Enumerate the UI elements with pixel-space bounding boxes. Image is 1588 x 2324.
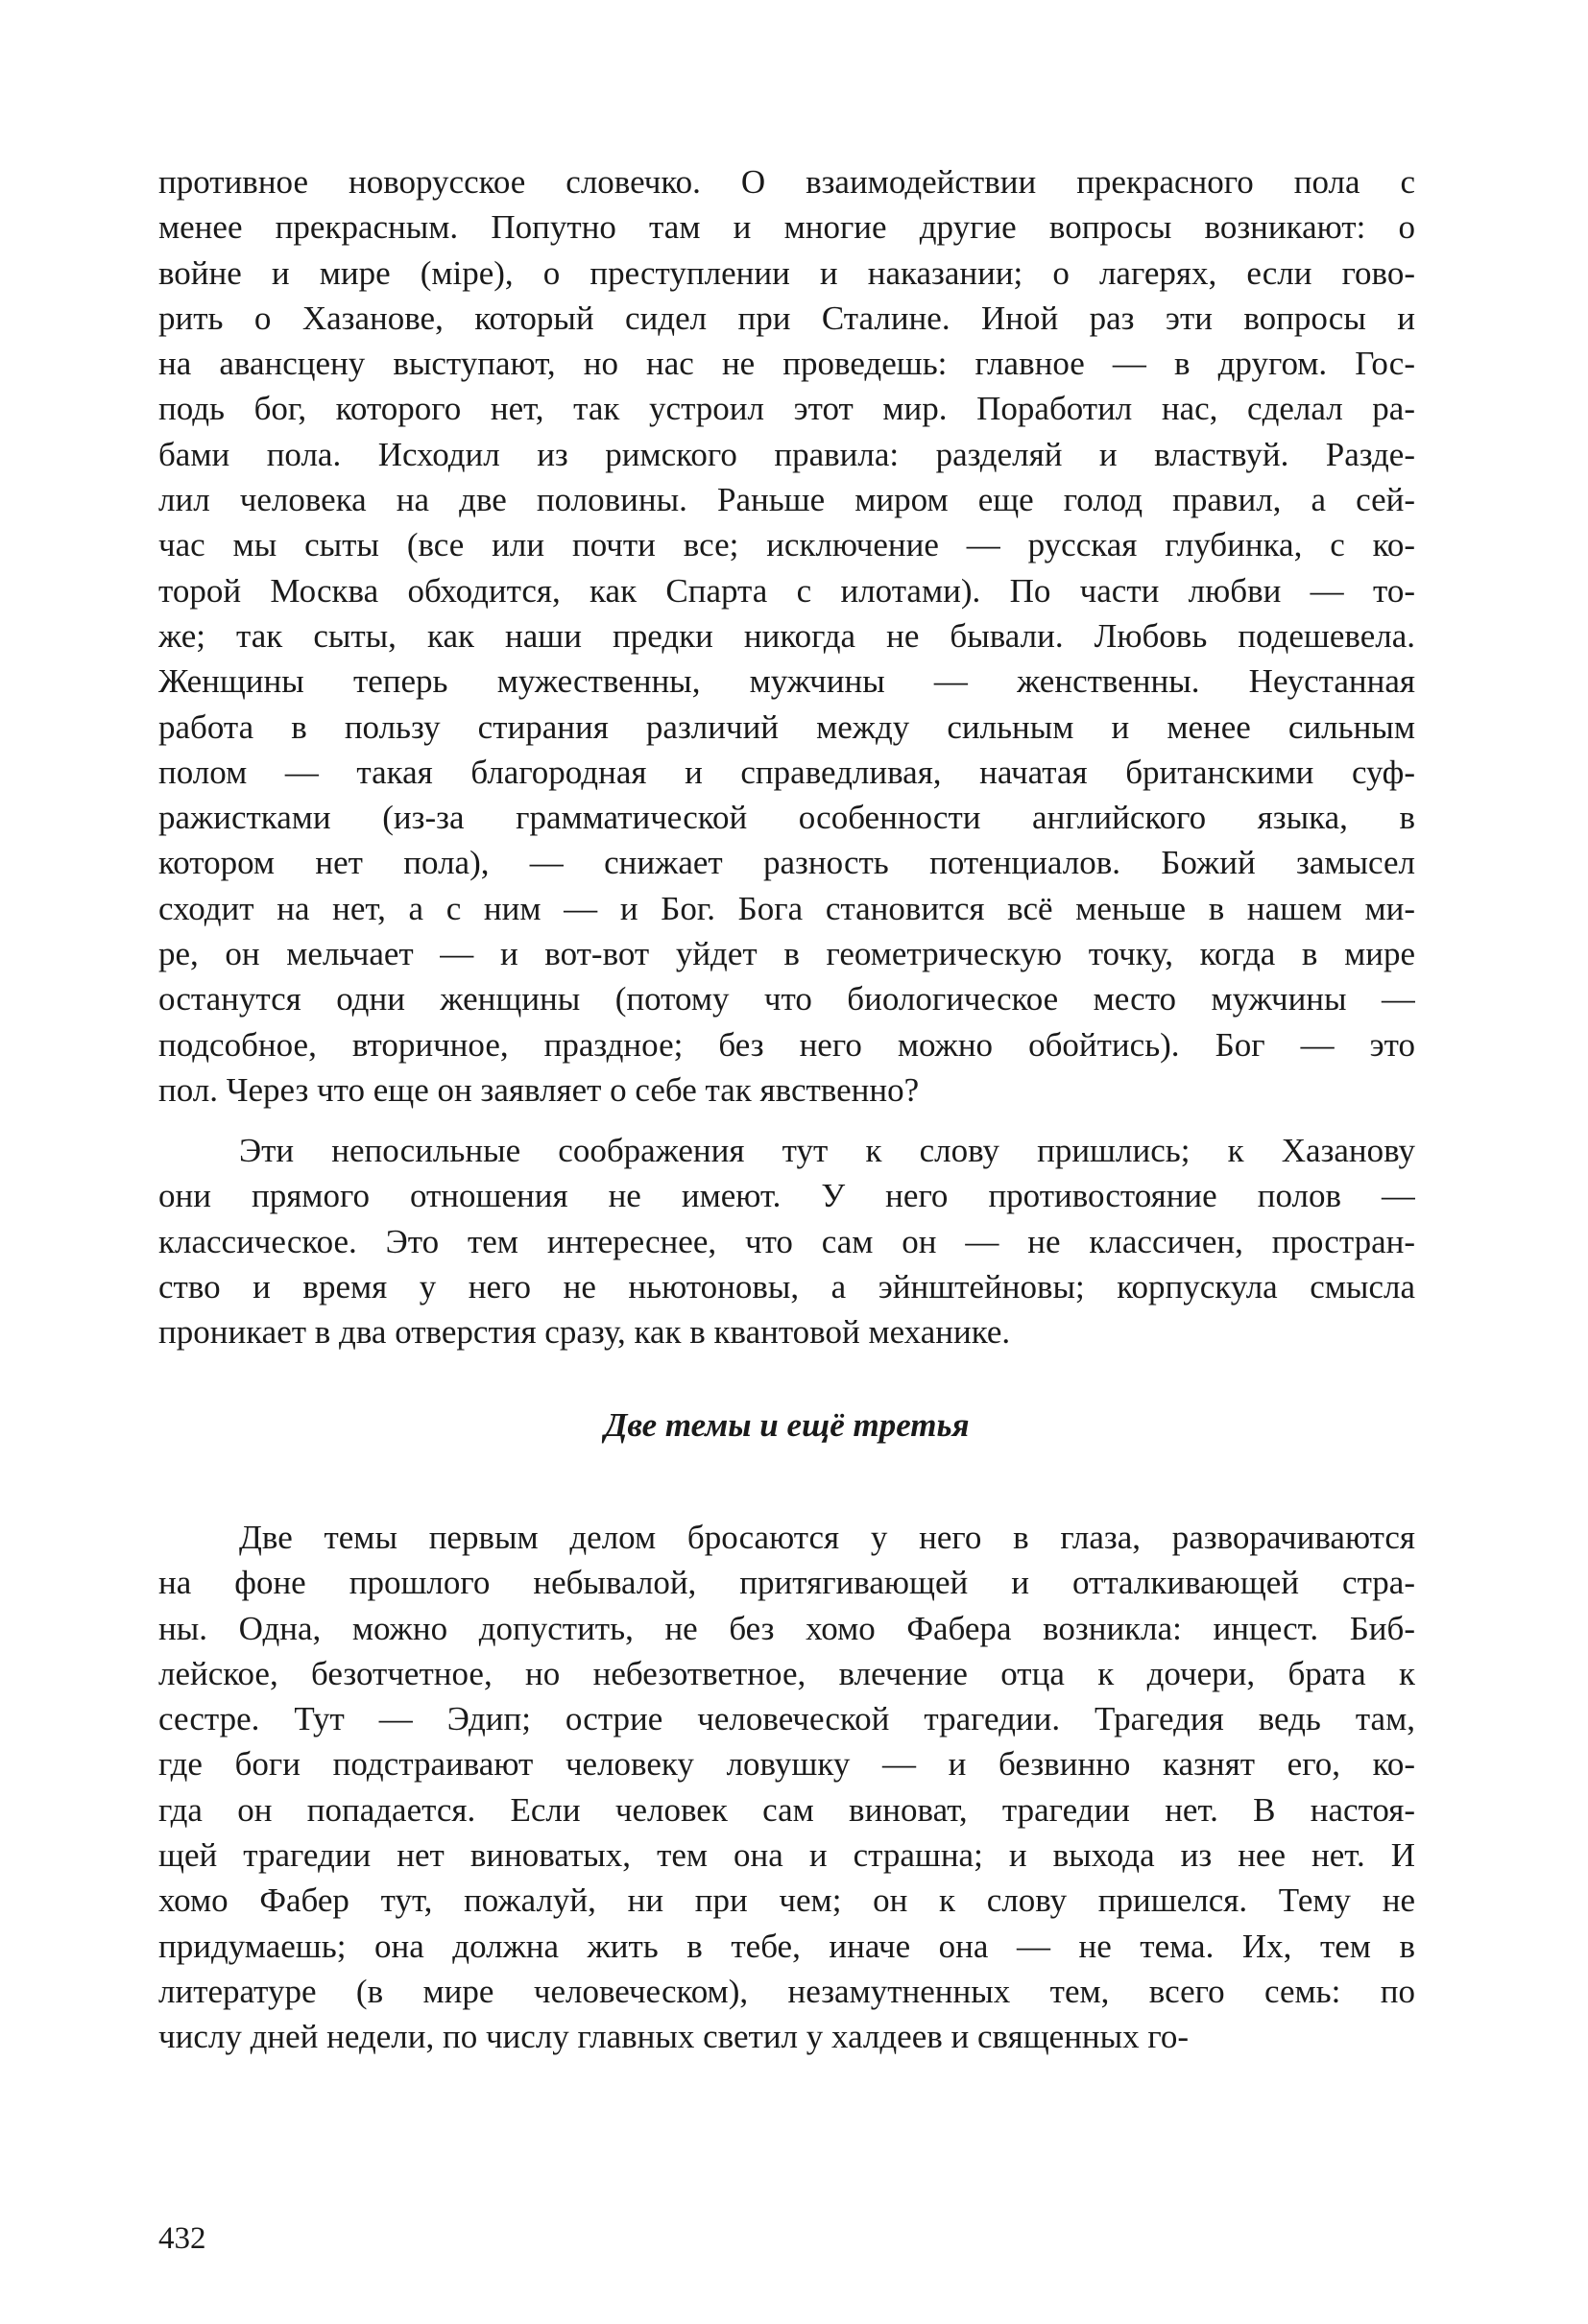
text-line: придумаешь; она должна жить в тебе, иначе она — не тема. Их, тем в: [158, 1927, 1415, 1965]
text-line: сходит на нет, а с ним — и Бог. Бога становится всё меньше в нашем ми-: [158, 889, 1415, 927]
text-line: литературе (в мире человеческом), незамутненных тем, всего семь: по: [158, 1972, 1415, 2010]
text-line: полом — такая благородная и справедливая, начатая британскими суф-: [158, 753, 1415, 791]
text-line: час мы сыты (все или почти все; исключение — русская глубинка, с ко-: [158, 526, 1415, 564]
text-line: щей трагедии нет виноватых, тем она и страшна; и выхода из нее нет. И: [158, 1836, 1415, 1875]
text-line: где боги подстраивают человеку ловушку — и безвинно казнят его, ко-: [158, 1745, 1415, 1784]
text-line: противное новорусское словечко. О взаимодействии прекрасного пола с: [158, 163, 1415, 201]
text-line: Женщины теперь мужественны, мужчины — женственны. Неустанная: [158, 662, 1415, 701]
text-line: лил человека на две половины. Раньше миром еще голод правил, а сей-: [158, 481, 1415, 519]
text-line: ражистками (из-за грамматической особенности английского языка, в: [158, 799, 1415, 837]
text-line: лейское, безотчетное, но небезответное, влечение отца к дочери, брата к: [158, 1654, 1415, 1692]
text-line: менее прекрасным. Попутно там и многие другие вопросы возникают: о: [158, 208, 1415, 247]
text-line: подь бог, которого нет, так устроил этот мир. Поработил нас, сделал ра-: [158, 390, 1415, 428]
text-line: подсобное, вторичное, праздное; без него можно обойтись). Бог — это: [158, 1025, 1415, 1064]
text-line: Эти непосильные соображения тут к слову пришлись; к Хазанову: [239, 1132, 1415, 1169]
text-line: работа в пользу стирания различий между сильным и менее сильным: [158, 707, 1415, 746]
text-line: рить о Хазанове, который сидел при Сталине. Иной раз эти вопросы и: [158, 299, 1415, 337]
text-line: они прямого отношения не имеют. У него противостояние полов —: [158, 1177, 1415, 1215]
text-line: числу дней недели, по числу главных светил у халдеев и священных го-: [158, 2018, 1190, 2056]
text-line: на авансцену выступают, но нас не проведешь: главное — в другом. Гос-: [158, 345, 1415, 383]
page-number: 432: [158, 2221, 206, 2256]
text-line: классическое. Это тем интереснее, что сам он — не классичен, простран-: [158, 1222, 1415, 1260]
paragraph-3: [158, 1515, 1415, 2060]
section-heading: Две темы и ещё третья: [604, 1406, 970, 1444]
text-line: ны. Одна, можно допустить, не без хомо Фабера возникла: инцест. Биб-: [158, 1609, 1415, 1647]
text-line: ре, он мельчает — и вот-вот уйдет в геометрическую точку, когда в мире: [158, 935, 1415, 973]
text-line: сестре. Тут — Эдип; острие человеческой трагедии. Трагедия ведь там,: [158, 1700, 1415, 1738]
text-line: ство и время у него не ньютоновы, а эйнштейновы; корпускула смысла: [158, 1267, 1415, 1306]
paragraph-2: [158, 1128, 1415, 1354]
text-line: войне и мире (міре), о преступлении и наказании; о лагерях, если гово-: [158, 253, 1415, 292]
text-line: хомо Фабер тут, пожалуй, ни при чем; он к слову пришелся. Тему не: [158, 1881, 1415, 1920]
text-line: котором нет пола), — снижает разность потенциалов. Божий замысел: [158, 844, 1415, 882]
text-line: проникает в два отверстия сразу, как в квантовой механике.: [158, 1313, 1011, 1352]
text-line: на фоне прошлого небывалой, притягивающей и отталкивающей стра-: [158, 1564, 1415, 1602]
text-line: бами пола. Исходил из римского правила: разделяй и властвуй. Разде-: [158, 435, 1415, 473]
text-line: гда он попадается. Если человек сам виноват, трагедии нет. В настоя-: [158, 1790, 1415, 1829]
text-line: пол. Через что еще он заявляет о себе так явственно?: [158, 1070, 920, 1109]
text-line: торой Москва обходится, как Спарта с илотами). По части любви — то-: [158, 571, 1415, 610]
text-line: же; так сыты, как наши предки никогда не бывали. Любовь подешевела.: [158, 616, 1415, 655]
text-line: Две темы первым делом бросаются у него в глаза, разворачиваются: [239, 1519, 1415, 1556]
paragraph-1: [158, 159, 1415, 1113]
text-line: останутся одни женщины (потому что биологическое место мужчины —: [158, 980, 1415, 1018]
